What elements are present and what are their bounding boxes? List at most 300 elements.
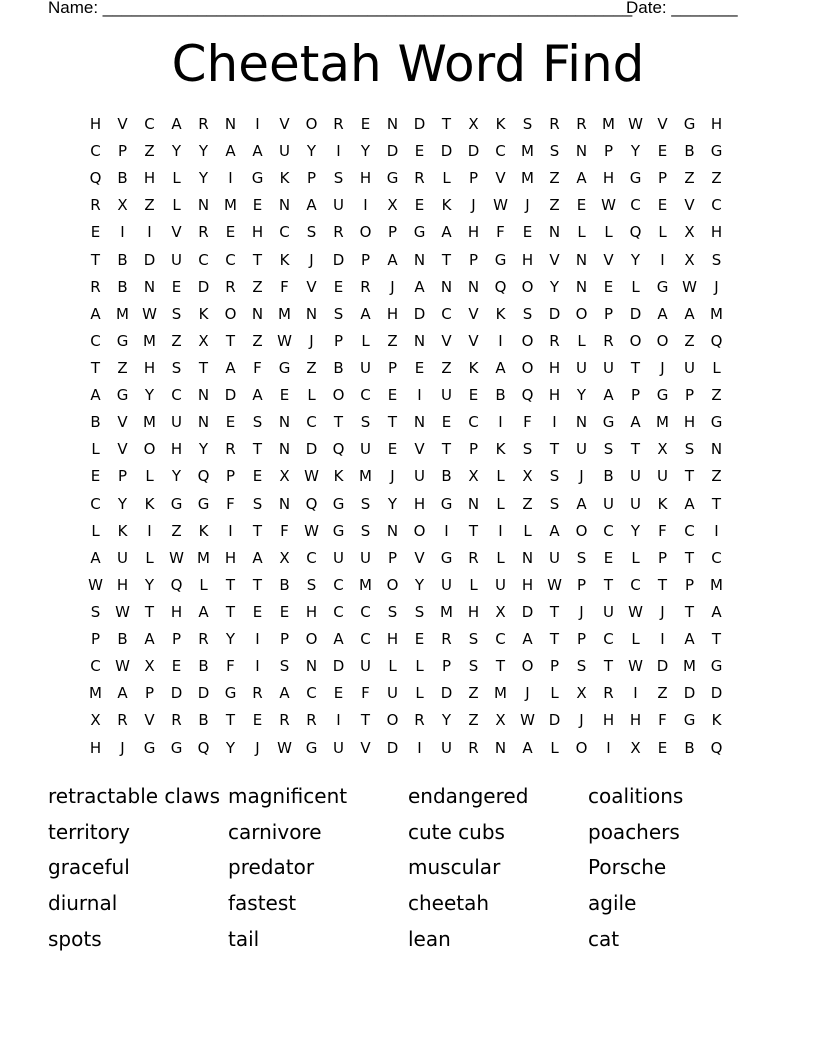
grid-letter: P — [576, 575, 587, 594]
grid-letter: W — [628, 603, 643, 622]
grid-letter: L — [496, 494, 505, 513]
grid-letter: D — [305, 440, 318, 459]
grid-row — [82, 707, 730, 734]
grid-letter: F — [226, 657, 235, 676]
grid-letter: T — [711, 630, 722, 649]
word-list-row — [48, 778, 768, 814]
grid-letter: P — [387, 223, 398, 242]
grid-letter: S — [171, 304, 182, 323]
grid-letter: P — [468, 440, 479, 459]
grid-letter: R — [252, 684, 263, 703]
grid-letter: R — [198, 630, 209, 649]
word-list-item: agile — [588, 891, 637, 916]
grid-letter: N — [386, 115, 399, 134]
grid-letter: D — [548, 711, 561, 730]
grid-letter: V — [495, 169, 506, 188]
grid-letter: N — [548, 223, 561, 242]
grid-letter: S — [522, 304, 533, 323]
grid-letter: F — [523, 413, 532, 432]
grid-letter: V — [441, 331, 452, 350]
grid-letter: O — [413, 521, 426, 540]
grid-letter: J — [525, 196, 530, 215]
grid-letter: V — [306, 277, 317, 296]
grid-letter: T — [630, 359, 641, 378]
grid-letter: A — [630, 413, 641, 432]
grid-letter: N — [575, 250, 588, 269]
grid-letter: W — [628, 657, 643, 676]
grid-letter: R — [279, 711, 290, 730]
grid-letter: L — [523, 521, 532, 540]
grid-letter: N — [521, 548, 534, 567]
grid-letter: N — [467, 277, 480, 296]
grid-letter: B — [603, 467, 614, 486]
grid-letter: S — [549, 494, 560, 513]
letter-grid — [82, 111, 730, 762]
grid-letter: T — [603, 657, 614, 676]
grid-letter: S — [522, 440, 533, 459]
grid-letter: S — [711, 250, 722, 269]
grid-letter: P — [144, 684, 155, 703]
grid-letter: H — [170, 440, 183, 459]
grid-letter: J — [714, 277, 719, 296]
grid-letter: J — [309, 250, 314, 269]
grid-letter: B — [117, 630, 128, 649]
grid-letter: N — [413, 413, 426, 432]
grid-letter: I — [417, 386, 422, 405]
grid-letter: M — [656, 413, 669, 432]
grid-letter: G — [629, 169, 642, 188]
grid-letter: L — [172, 169, 181, 188]
word-list-item: graceful — [48, 855, 130, 880]
grid-letter: Z — [306, 359, 317, 378]
grid-letter: I — [336, 142, 341, 161]
grid-letter: E — [414, 359, 425, 378]
grid-letter: F — [280, 277, 289, 296]
grid-letter: P — [117, 467, 128, 486]
grid-letter: C — [333, 575, 344, 594]
grid-letter: L — [307, 386, 316, 405]
grid-letter: D — [386, 142, 399, 161]
grid-letter: K — [495, 115, 506, 134]
grid-letter: F — [253, 359, 262, 378]
grid-letter: P — [333, 331, 344, 350]
grid-letter: C — [306, 413, 317, 432]
grid-letter: G — [656, 277, 669, 296]
grid-letter: O — [305, 630, 318, 649]
grid-letter: X — [468, 467, 479, 486]
grid-letter: D — [197, 684, 210, 703]
grid-letter: F — [496, 223, 505, 242]
word-list-row — [48, 850, 768, 886]
grid-letter: W — [115, 603, 130, 622]
grid-letter: D — [170, 684, 183, 703]
grid-letter: R — [90, 196, 101, 215]
grid-letter: C — [90, 142, 101, 161]
grid-letter: E — [387, 440, 398, 459]
grid-letter: R — [198, 223, 209, 242]
grid-row — [82, 274, 730, 301]
grid-row — [82, 409, 730, 436]
grid-letter: K — [333, 467, 344, 486]
grid-letter: J — [390, 467, 395, 486]
grid-letter: Q — [89, 169, 102, 188]
grid-letter: E — [171, 277, 182, 296]
grid-letter: U — [603, 494, 614, 513]
grid-letter: K — [495, 304, 506, 323]
grid-letter: K — [117, 521, 128, 540]
grid-letter: U — [360, 359, 371, 378]
grid-letter: I — [336, 711, 341, 730]
grid-letter: T — [225, 331, 236, 350]
grid-letter: I — [444, 521, 449, 540]
grid-letter: G — [332, 521, 345, 540]
grid-letter: T — [252, 575, 263, 594]
grid-letter: E — [360, 115, 371, 134]
grid-letter: Z — [684, 169, 695, 188]
grid-letter: Y — [171, 142, 182, 161]
grid-letter: A — [522, 630, 533, 649]
grid-letter: W — [682, 277, 697, 296]
grid-letter: P — [387, 548, 398, 567]
grid-letter: Z — [144, 196, 155, 215]
word-list-item: coalitions — [588, 783, 684, 808]
grid-letter: I — [363, 196, 368, 215]
grid-letter: C — [90, 331, 101, 350]
grid-letter: U — [495, 575, 506, 594]
grid-letter: A — [252, 142, 263, 161]
grid-letter: T — [657, 575, 668, 594]
grid-letter: O — [521, 331, 534, 350]
grid-letter: W — [277, 331, 292, 350]
grid-letter: I — [498, 331, 503, 350]
grid-letter: Q — [710, 738, 723, 757]
grid-letter: H — [386, 304, 399, 323]
grid-letter: P — [171, 630, 182, 649]
grid-letter: M — [359, 467, 372, 486]
grid-letter: E — [657, 142, 668, 161]
word-list-row — [48, 814, 768, 850]
grid-letter: Y — [630, 521, 641, 540]
grid-letter: A — [414, 277, 425, 296]
grid-letter: G — [170, 738, 183, 757]
grid-letter: T — [630, 440, 641, 459]
grid-row — [82, 626, 730, 653]
grid-letter: E — [225, 223, 236, 242]
grid-letter: X — [576, 684, 587, 703]
grid-letter: I — [147, 521, 152, 540]
grid-letter: E — [576, 196, 587, 215]
grid-letter: L — [550, 684, 559, 703]
grid-letter: C — [360, 386, 371, 405]
grid-letter: B — [117, 250, 128, 269]
grid-letter: H — [224, 548, 237, 567]
grid-letter: R — [549, 115, 560, 134]
grid-letter: X — [144, 657, 155, 676]
grid-letter: H — [467, 223, 480, 242]
grid-letter: Y — [144, 386, 155, 405]
grid-letter: U — [630, 494, 641, 513]
grid-letter: M — [143, 413, 156, 432]
grid-letter: D — [386, 738, 399, 757]
grid-letter: U — [441, 575, 452, 594]
grid-letter: J — [120, 738, 125, 757]
grid-letter: C — [711, 548, 722, 567]
page-title: Cheetah Word Find — [171, 35, 645, 93]
grid-letter: A — [252, 386, 263, 405]
grid-letter: Y — [630, 250, 641, 269]
grid-letter: I — [660, 630, 665, 649]
grid-letter: A — [225, 359, 236, 378]
grid-letter: D — [710, 684, 723, 703]
grid-row — [82, 491, 730, 518]
grid-letter: P — [225, 467, 236, 486]
grid-letter: O — [575, 738, 588, 757]
grid-letter: V — [468, 331, 479, 350]
grid-letter: N — [575, 277, 588, 296]
word-list-item: territory — [48, 819, 130, 844]
grid-letter: J — [390, 277, 395, 296]
grid-letter: S — [549, 467, 560, 486]
grid-letter: G — [494, 250, 507, 269]
grid-letter: E — [279, 386, 290, 405]
grid-letter: C — [711, 196, 722, 215]
grid-letter: G — [251, 169, 264, 188]
grid-letter: T — [684, 603, 695, 622]
grid-letter: H — [467, 603, 480, 622]
grid-letter: E — [252, 467, 263, 486]
word-list-item: carnivore — [228, 819, 322, 844]
grid-letter: Y — [225, 630, 236, 649]
grid-row — [82, 436, 730, 463]
grid-letter: O — [359, 223, 372, 242]
grid-row — [82, 545, 730, 572]
grid-letter: Z — [549, 169, 560, 188]
grid-letter: X — [90, 711, 101, 730]
grid-letter: A — [90, 548, 101, 567]
grid-letter: D — [683, 684, 696, 703]
grid-letter: O — [305, 115, 318, 134]
grid-letter: L — [577, 223, 586, 242]
grid-letter: V — [117, 440, 128, 459]
grid-letter: A — [495, 359, 506, 378]
grid-letter: R — [549, 331, 560, 350]
grid-letter: A — [117, 684, 128, 703]
grid-letter: C — [495, 630, 506, 649]
grid-letter: N — [278, 413, 291, 432]
grid-letter: P — [279, 630, 290, 649]
grid-letter: P — [387, 359, 398, 378]
grid-letter: K — [198, 521, 209, 540]
grid-letter: I — [255, 657, 260, 676]
grid-letter: A — [603, 386, 614, 405]
grid-letter: T — [225, 575, 236, 594]
grid-letter: W — [304, 467, 319, 486]
grid-letter: P — [684, 575, 695, 594]
grid-letter: W — [304, 521, 319, 540]
grid-letter: S — [468, 630, 479, 649]
grid-letter: Y — [198, 440, 209, 459]
grid-letter: N — [575, 142, 588, 161]
grid-letter: H — [521, 250, 534, 269]
grid-letter: S — [387, 603, 398, 622]
grid-letter: R — [468, 548, 479, 567]
grid-letter: S — [549, 142, 560, 161]
grid-letter: W — [601, 196, 616, 215]
grid-letter: F — [361, 684, 370, 703]
grid-letter: M — [440, 603, 453, 622]
grid-letter: K — [657, 494, 668, 513]
grid-letter: M — [494, 684, 507, 703]
grid-letter: J — [660, 359, 665, 378]
grid-letter: C — [630, 575, 641, 594]
grid-letter: S — [360, 521, 371, 540]
grid-letter: A — [90, 304, 101, 323]
grid-letter: O — [143, 440, 156, 459]
grid-letter: G — [305, 738, 318, 757]
grid-letter: U — [441, 386, 452, 405]
grid-letter: C — [225, 250, 236, 269]
grid-letter: A — [522, 738, 533, 757]
grid-letter: X — [684, 250, 695, 269]
grid-letter: L — [631, 630, 640, 649]
grid-letter: A — [576, 494, 587, 513]
grid-letter: Q — [332, 440, 345, 459]
grid-letter: H — [683, 413, 696, 432]
grid-letter: W — [628, 115, 643, 134]
grid-letter: U — [414, 467, 425, 486]
grid-letter: O — [386, 711, 399, 730]
grid-letter: Y — [414, 575, 425, 594]
grid-letter: L — [145, 548, 154, 567]
grid-letter: R — [414, 169, 425, 188]
grid-letter: Y — [171, 467, 182, 486]
grid-letter: T — [252, 521, 263, 540]
grid-letter: N — [197, 196, 210, 215]
word-list-item: cute cubs — [408, 819, 505, 844]
grid-letter: L — [712, 359, 721, 378]
grid-letter: A — [684, 630, 695, 649]
grid-letter: E — [603, 277, 614, 296]
grid-letter: P — [360, 250, 371, 269]
grid-letter: V — [684, 196, 695, 215]
grid-letter: T — [549, 440, 560, 459]
grid-letter: Z — [711, 467, 722, 486]
grid-letter: S — [306, 223, 317, 242]
grid-letter: V — [360, 738, 371, 757]
grid-letter: S — [414, 603, 425, 622]
grid-letter: R — [333, 115, 344, 134]
grid-letter: K — [468, 359, 479, 378]
grid-letter: Z — [252, 277, 263, 296]
grid-letter: G — [440, 548, 453, 567]
grid-letter: A — [198, 603, 209, 622]
grid-letter: C — [360, 630, 371, 649]
grid-letter: C — [306, 548, 317, 567]
grid-letter: S — [360, 494, 371, 513]
grid-letter: R — [117, 711, 128, 730]
grid-letter: N — [575, 413, 588, 432]
grid-letter: X — [198, 331, 209, 350]
grid-letter: D — [413, 115, 426, 134]
grid-letter: O — [521, 359, 534, 378]
grid-letter: X — [279, 467, 290, 486]
grid-letter: L — [388, 657, 397, 676]
grid-letter: C — [441, 304, 452, 323]
grid-row — [82, 138, 730, 165]
grid-letter: E — [252, 711, 263, 730]
grid-letter: E — [414, 630, 425, 649]
grid-letter: D — [467, 142, 480, 161]
word-list — [48, 778, 768, 957]
grid-letter: X — [522, 467, 533, 486]
grid-letter: V — [171, 223, 182, 242]
grid-letter: Y — [630, 142, 641, 161]
grid-letter: N — [710, 440, 723, 459]
grid-letter: A — [441, 223, 452, 242]
grid-letter: A — [360, 304, 371, 323]
grid-letter: V — [657, 115, 668, 134]
grid-letter: E — [603, 548, 614, 567]
grid-row — [82, 653, 730, 680]
grid-letter: Z — [468, 711, 479, 730]
grid-letter: N — [386, 521, 399, 540]
grid-letter: M — [710, 575, 723, 594]
grid-letter: P — [306, 169, 317, 188]
grid-letter: D — [629, 304, 642, 323]
grid-letter: B — [117, 169, 128, 188]
grid-row — [82, 572, 730, 599]
grid-letter: G — [710, 413, 723, 432]
grid-letter: A — [171, 115, 182, 134]
grid-letter: K — [144, 494, 155, 513]
grid-letter: L — [577, 331, 586, 350]
grid-letter: Q — [521, 386, 534, 405]
grid-letter: I — [660, 250, 665, 269]
grid-letter: Z — [522, 494, 533, 513]
grid-letter: P — [684, 386, 695, 405]
grid-letter: J — [471, 196, 476, 215]
word-list-item: fastest — [228, 891, 297, 916]
grid-letter: U — [603, 359, 614, 378]
grid-letter: I — [228, 169, 233, 188]
grid-letter: L — [442, 169, 451, 188]
grid-letter: T — [468, 521, 479, 540]
grid-letter: X — [279, 548, 290, 567]
grid-letter: K — [279, 250, 290, 269]
grid-letter: L — [91, 440, 100, 459]
grid-letter: D — [197, 277, 210, 296]
grid-letter: I — [498, 521, 503, 540]
grid-row — [82, 165, 730, 192]
grid-letter: K — [441, 196, 452, 215]
grid-letter: S — [684, 440, 695, 459]
grid-letter: A — [387, 250, 398, 269]
grid-letter: C — [279, 223, 290, 242]
grid-letter: U — [117, 548, 128, 567]
grid-letter: Z — [711, 386, 722, 405]
grid-letter: H — [170, 603, 183, 622]
grid-letter: V — [144, 711, 155, 730]
grid-letter: K — [495, 440, 506, 459]
grid-letter: G — [224, 684, 237, 703]
grid-row — [82, 301, 730, 328]
grid-letter: O — [332, 386, 345, 405]
grid-letter: L — [415, 684, 424, 703]
grid-letter: I — [228, 521, 233, 540]
grid-letter: N — [413, 250, 426, 269]
grid-row — [82, 463, 730, 490]
grid-row — [82, 328, 730, 355]
